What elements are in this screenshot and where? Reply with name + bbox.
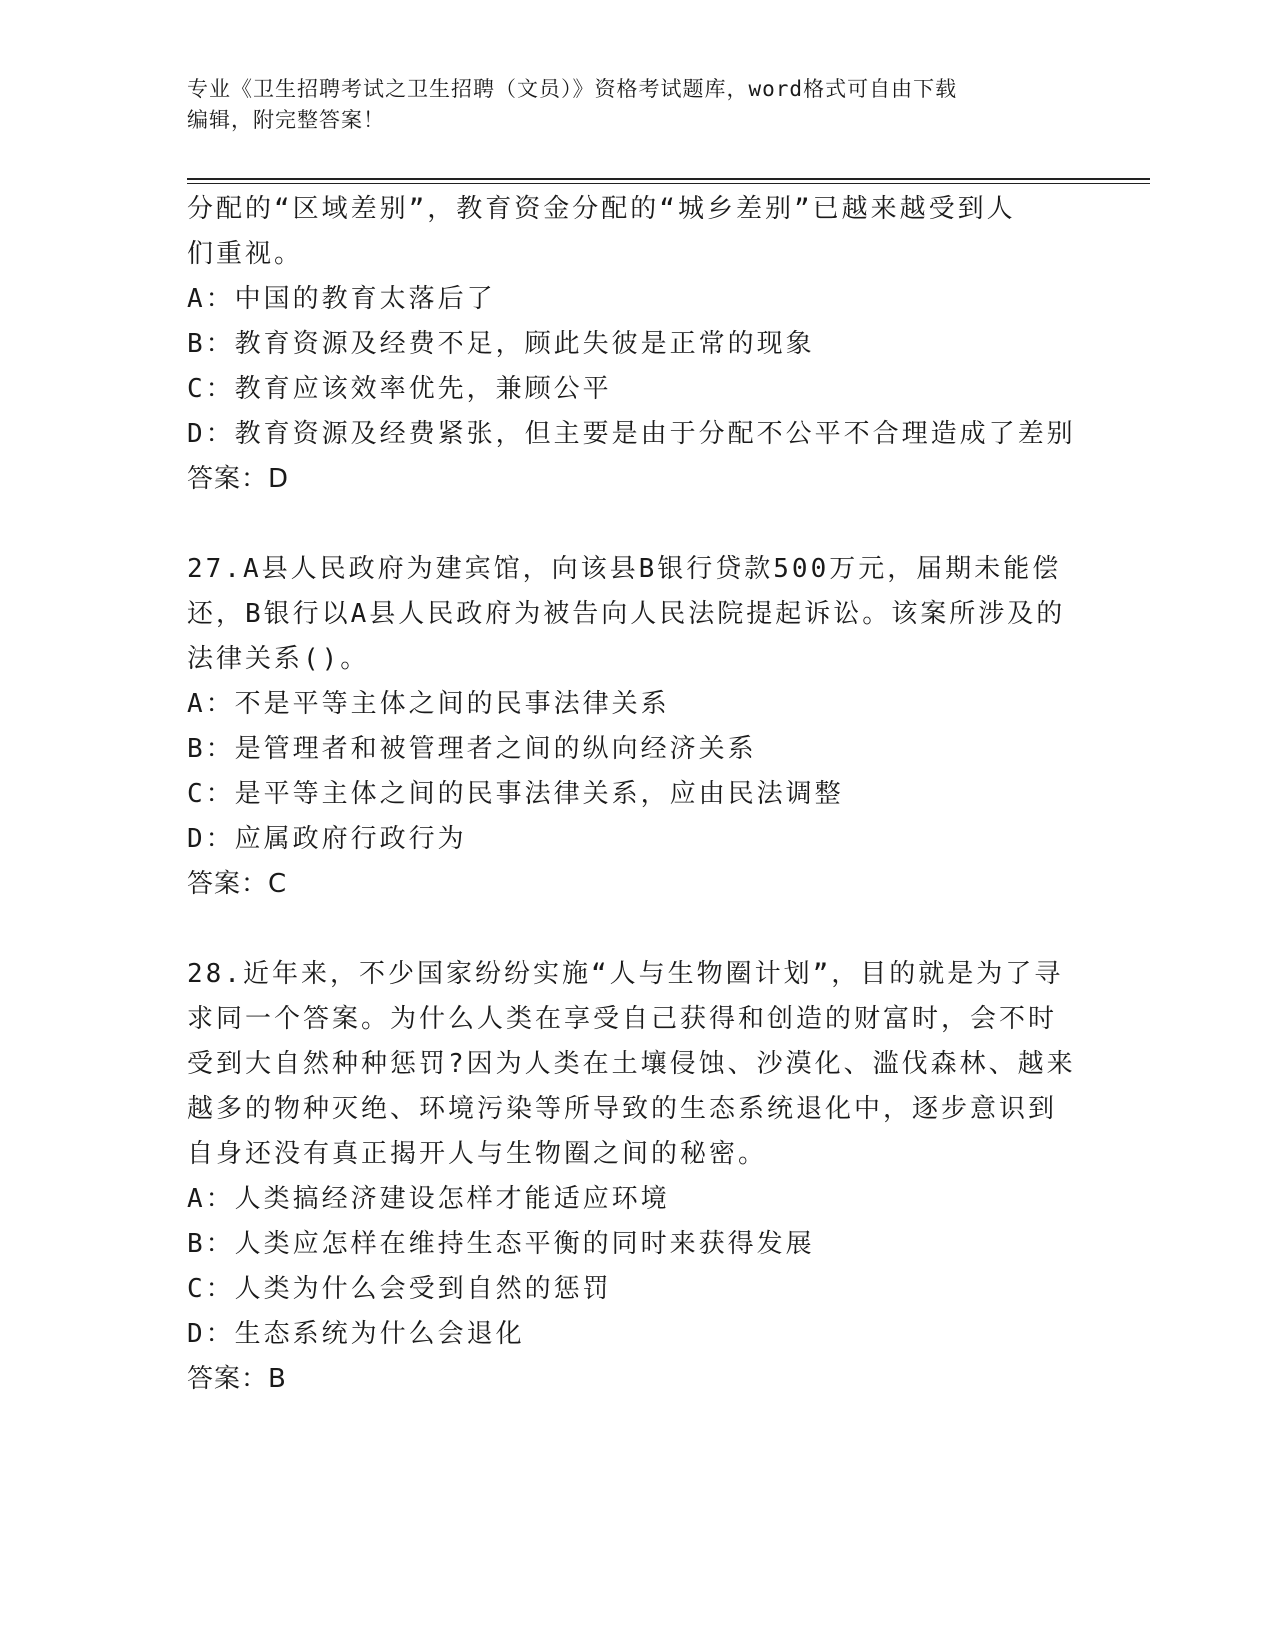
option-a: A：不是平等主体之间的民事法律关系	[187, 689, 670, 719]
header-line-1: 专业《卫生招聘考试之卫生招聘（文员）》资格考试题库，word格式可自由下载	[187, 77, 958, 101]
question-stem-line: 27.A县人民政府为建宾馆，向该县B银行贷款500万元，届期未能偿	[187, 554, 1062, 584]
question-stem-line: 分配的“区域差别”，教育资金分配的“城乡差别”已越来越受到人	[187, 194, 1016, 224]
question-stem-line: 法律关系()。	[187, 644, 370, 674]
option-d: D：生态系统为什么会退化	[187, 1319, 525, 1349]
option-d: D：应属政府行政行为	[187, 824, 467, 854]
answer-line: 答案：C	[187, 869, 288, 899]
question-content	[187, 187, 1087, 1402]
option-b: B：人类应怎样在维持生态平衡的同时来获得发展	[187, 1229, 815, 1259]
question-stem-line: 们重视。	[187, 239, 304, 269]
question-26	[187, 187, 1087, 502]
question-stem-line: 28.近年来，不少国家纷纷实施“人与生物圈计划”，目的就是为了寻	[187, 959, 1064, 989]
question-28	[187, 952, 1087, 1402]
option-d: D：教育资源及经费紧张，但主要是由于分配不公平不合理造成了差别	[187, 419, 1076, 449]
question-stem-line: 越多的物种灭绝、环境污染等所导致的生态系统退化中，逐步意识到	[187, 1094, 1058, 1124]
answer-line: 答案：D	[187, 464, 290, 494]
question-stem-line: 还，B银行以A县人民政府为被告向人民法院提起诉讼。该案所涉及的	[187, 599, 1066, 629]
option-a: A：中国的教育太落后了	[187, 284, 496, 314]
document-header	[187, 74, 1067, 136]
option-c: C：教育应该效率优先，兼顾公平	[187, 374, 612, 404]
header-rule-thin	[187, 183, 1150, 184]
option-b: B：是管理者和被管理者之间的纵向经济关系	[187, 734, 757, 764]
question-stem-line: 受到大自然种种惩罚?因为人类在土壤侵蚀、沙漠化、滥伐森林、越来	[187, 1049, 1076, 1079]
question-stem-line: 求同一个答案。为什么人类在享受自己获得和创造的财富时，会不时	[187, 1004, 1058, 1034]
header-rule-thick	[187, 178, 1150, 180]
answer-line: 答案：B	[187, 1364, 287, 1394]
question-27	[187, 547, 1087, 907]
option-a: A：人类搞经济建设怎样才能适应环境	[187, 1184, 670, 1214]
option-c: C：是平等主体之间的民事法律关系，应由民法调整	[187, 779, 844, 809]
option-c: C：人类为什么会受到自然的惩罚	[187, 1274, 612, 1304]
option-b: B：教育资源及经费不足，顾此失彼是正常的现象	[187, 329, 815, 359]
header-line-2: 编辑，附完整答案！	[187, 108, 385, 132]
question-stem-line: 自身还没有真正揭开人与生物圈之间的秘密。	[187, 1139, 768, 1169]
